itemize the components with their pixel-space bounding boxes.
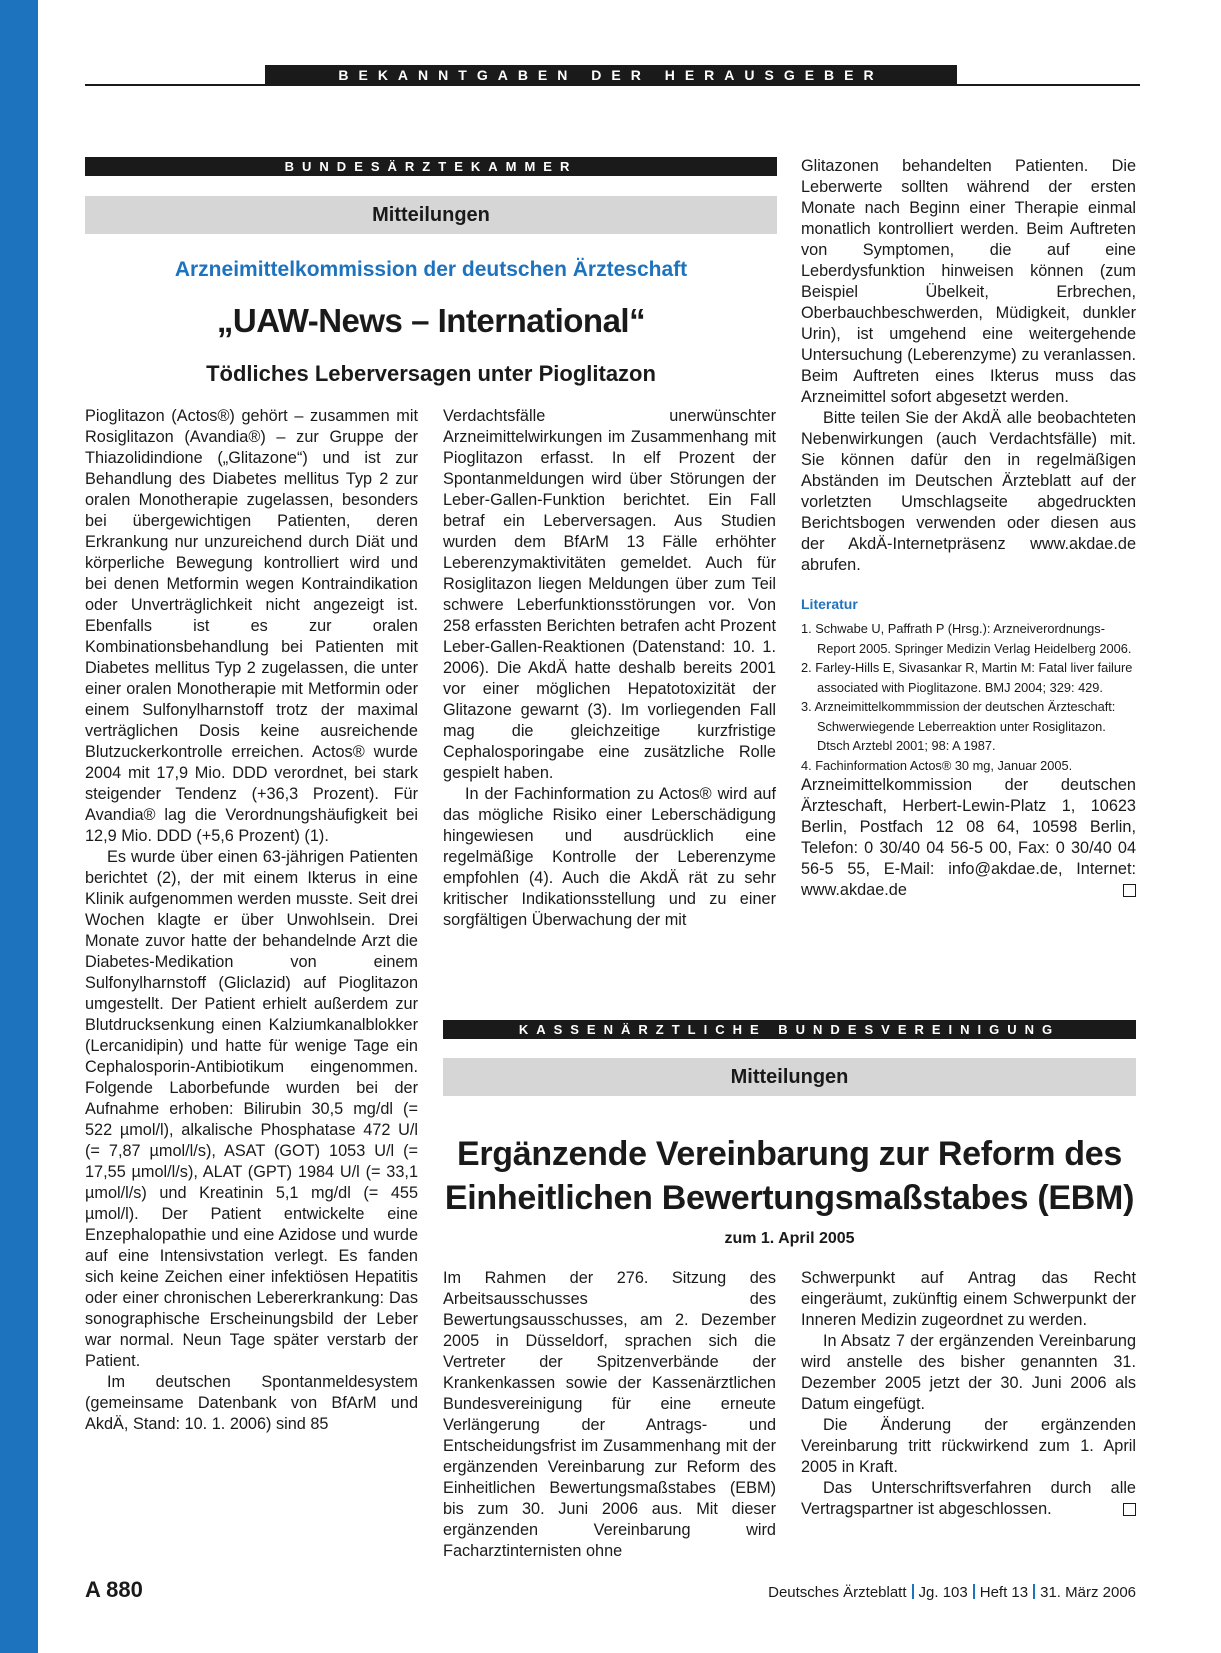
article-subtitle: Tödliches Leberversagen unter Pioglitazon: [206, 361, 656, 386]
paragraph: [801, 1478, 1136, 1520]
left-color-strip: [0, 0, 38, 1653]
journal-name: Deutsches Ärzteblatt: [768, 1584, 907, 1601]
paragraph: Schwerpunkt auf Antrag das Recht eingeräumt, zukünftig einem Schwerpunkt der Inneren Medizin zugeordnet zu werden.: [801, 1269, 1136, 1329]
reference-item: 3. Arzneimittelkommmission der deutschen Ärzteschaft: Schwerwiegende Leberreaktion unter Rosiglitazon. Dtsch Arztebl 2001; 98: A 1987.: [801, 699, 1116, 753]
separator: [1033, 1584, 1035, 1599]
header-rule: [85, 84, 1140, 86]
paragraph: Bitte teilen Sie der AkdÄ alle beobachteten Nebenwirkungen (auch Verdachtsfälle) mit. Sie können dafür den in regelmäßigen Abständen im Deutschen Ärzteblatt auf der vorletzten Umschlagseite abgedruckten Berichtsbogen verwenden oder diesen aus der AkdÄ-Internetpräsenz www.akdae.de abrufen.: [801, 409, 1136, 574]
contact-text: Arzneimittelkommission der deutschen Ärzteschaft, Herbert-Lewin-Platz 1, 10623 Berlin, Postfach 12 08 64, 10598 Berlin, Telefon: 0 30/40 04 56-5 00, Fax: 0 30/40 04 56-5 55, E-Mail: info@akdae.de, Internet: www.akdae.de: [801, 776, 1136, 899]
article2-title-line-2: Einheitlichen Bewertungsmaßstabes (EBM): [444, 1179, 1135, 1217]
paragraph: Verdachtsfälle unerwünschter Arzneimittelwirkungen im Zusammenhang mit Pioglitazon erfasst. In elf Prozent der Spontanmeldungen wird über Störungen der Leber-Gallen-Funktion berichtet. Ein Fall betraf ein Leberversagen. Aus Studien wurden dem BfArM 13 Fälle erhöhter Leberenzymaktivitäten gemeldet. Auch für Rosiglitazon liegen Meldungen über zum Teil schwere Leberfunktionsstörungen vor. Von 258 erfassten Berichten betrafen acht Prozent Leber-Gallen-Reaktionen (Datenstand: 10. 1. 2006). Die AkdÄ hatte deshalb bereits 2001 vor einer möglichen Hepatotoxizität der Glitazone gewarnt (3). Im vorliegenden Fall mag die gleichzeitige kurzfristige Cephalosporingabe eine zusätzliche Rolle gespielt haben.: [443, 407, 776, 782]
journal-footer: [768, 1584, 1136, 1601]
reference-item: 4. Fachinformation Actos® 30 mg, Januar 2005.: [801, 757, 1073, 773]
article2-column-2: [801, 1268, 1136, 1520]
paragraph: Glitazonen behandelten Patienten. Die Leberwerte sollten während der ersten Monate nach Beginn einer Therapie einmal monatlich kontrolliert werden. Beim Auftreten von Symptomen, die auf eine Leberdysfunktion hinweisen können (zum Beispiel Übelkeit, Erbrechen, Oberbauchbeschwerden, Müdigkeit, dunkler Urin), ist umgehend eine weitergehende Untersuchung (Leberenzyme) zu veranlassen. Beim Auftreten eines Ikterus muss das Arzneimittel sofort abgesetzt werden.: [801, 157, 1136, 406]
paragraph: Die Änderung der ergänzenden Vereinbarung tritt rückwirkend zum 1. April 2005 in Kraft.: [801, 1416, 1136, 1476]
journal-date: 31. März 2006: [1040, 1584, 1136, 1601]
end-of-article-icon: [1123, 884, 1136, 897]
article2-date: zum 1. April 2005: [724, 1230, 855, 1247]
journal-volume: Jg. 103: [918, 1584, 968, 1601]
paragraph-text: Das Unterschriftsverfahren durch alle Vertragspartner ist abgeschlossen.: [801, 1479, 1136, 1518]
paragraph: In der Fachinformation zu Actos® wird auf das mögliche Risiko einer Leberschädigung hingewiesen und ausdrücklich eine regelmäßige Kontrolle der Leberenzyme empfohlen (4). Auch die AkdÄ rät zu sehr kritischer Indikationsstellung und zu einer sorgfältigen Überwachung der mit: [443, 785, 776, 929]
article1-column-2: [443, 406, 776, 931]
article1-column-3: [801, 156, 1136, 901]
paragraph: Im Rahmen der 276. Sitzung des Arbeitsausschusses des Bewertungsausschusses, am 2. Dezember 2005 in Düsseldorf, sprachen sich die Vertreter der Spitzenverbände der Krankenkassen sowie der Kassenärztlichen Bundesvereinigung für eine erneute Verlängerung der Antrags- und Entscheidungsfrist im Zusammenhang mit der ergänzenden Vereinbarung zur Reform des Einheitlichen Bewertungsmaßstabes (EBM) bis zum 30. Juni 2006 aus. Mit dieser ergänzenden Vereinbarung wird Facharztinternisten ohne: [443, 1269, 776, 1560]
article2-title-line-1: Ergänzende Vereinbarung zur Reform des: [457, 1135, 1122, 1173]
end-of-article-icon: [1123, 1503, 1136, 1516]
paragraph: In Absatz 7 der ergänzenden Vereinbarung wird anstelle des bisher genannten 31. Dezember 2005 jetzt der 30. Juni 2006 als Datum eingefügt.: [801, 1332, 1136, 1413]
article1-column-1: [85, 406, 418, 1435]
article2-column-1: [443, 1268, 776, 1562]
page-header-label: BEKANNTGABEN DER HERAUSGEBER: [265, 65, 957, 85]
contact-address: [801, 775, 1136, 901]
journal-issue: Heft 13: [979, 1584, 1029, 1601]
mitteilungen-band: Mitteilungen: [85, 196, 777, 234]
article-title: „UAW-News – International“: [216, 302, 646, 339]
section-bar-kbv: KASSENÄRZTLICHE BUNDESVEREINIGUNG: [443, 1020, 1136, 1039]
org-title: Arzneimittelkommission der deutschen Ärzteschaft: [174, 258, 688, 281]
paragraph: Es wurde über einen 63-jährigen Patienten berichtet (2), der mit einem Ikterus in eine Klinik aufgenommen werden musste. Seit drei Wochen klagte er über Unwohlsein. Drei Monate zuvor hatte der behandelnde Arzt die Diabetes-Medikation von einem Sulfonylharnstoff (Gliclazid) auf Pioglitazon umgestellt. Der Patient erhielt außerdem zur Blutdrucksenkung einen Kalziumkanalblokker (Lercanidipin) und hatte für wenige Tage ein Cephalosporin-Antibiotikum eingenommen. Folgende Laborbefunde wurden bei der Aufnahme erhoben: Bilirubin 30,5 mg/dl (= 522 µmol/l), alkalische Phosphatase 472 U/l (= 7,87 µmol/l/s), ASAT (GOT) 1053 U/l (= 17,55 µmol/l/s), ALAT (GPT) 1984 U/l (= 33,1 µmol/l/s) und Kreatinin 5,1 mg/dl (= 455 µmol/l). Der Patient entwickelte eine Enzephalopathie und eine Azidose und wurde auf eine Intensivstation verlegt. Es fanden sich keine Zeichen einer infektiösen Hepatitis oder einer chronischen Lebererkrankung: Das sonographische Erscheinungsbild der Leber war normal. Neun Tage später verstarb der Patient.: [85, 848, 418, 1370]
reference-item: 1. Schwabe U, Paffrath P (Hrsg.): Arzneiverordnungs-Report 2005. Springer Medizin Verlag Heidelberg 2006.: [801, 621, 1132, 656]
separator: [973, 1584, 975, 1599]
paragraph: Im deutschen Spontanmeldesystem (gemeinsame Datenbank von BfArM und AkdÄ, Stand: 10. 1. 2006) sind 85: [85, 1373, 418, 1433]
section-bar-baek: BUNDESÄRZTEKAMMER: [85, 157, 777, 176]
paragraph: Pioglitazon (Actos®) gehört – zusammen mit Rosiglitazon (Avandia®) – zur Gruppe der Thiazolidindione („Glitazone“) und ist zur Behandlung des Diabetes mellitus Typ 2 zur oralen Monotherapie zugelassen, besonders bei übergewichtigen Patienten, deren Erkrankung nur unzureichend durch Diät und körperliche Bewegung kontrolliert wird und bei denen Metformin wegen Kontraindikation oder Unverträglichkeit nicht angezeigt ist. Ebenfalls ist es zur oralen Kombinationsbehandlung bei Patienten mit Diabetes mellitus Typ 2 zugelassen, die unter einer oralen Monotherapie mit Metformin oder einem Sulfonylharnstoff trotz der maximal verträglichen Dosis keine ausreichende Blutzuckerkontrolle erreichen. Actos® wurde 2004 mit 17,9 Mio. DDD verordnet, bei stark steigender Tendenz (+36,3 Prozent). Für Avandia® lag die Verordnungshäufigkeit bei 12,9 Mio. DDD (+5,6 Prozent) (1).: [85, 407, 418, 845]
reference-item: 2. Farley-Hills E, Sivasankar R, Martin M: Fatal liver failure associated with Pioglitazone. BMJ 2004; 329: 429.: [801, 660, 1133, 695]
separator: [912, 1584, 914, 1599]
mitteilungen-band-2: Mitteilungen: [443, 1058, 1136, 1096]
page-number: A 880: [85, 1577, 143, 1602]
article2-title: [443, 1132, 1136, 1220]
literature-heading: Literatur: [801, 596, 858, 612]
